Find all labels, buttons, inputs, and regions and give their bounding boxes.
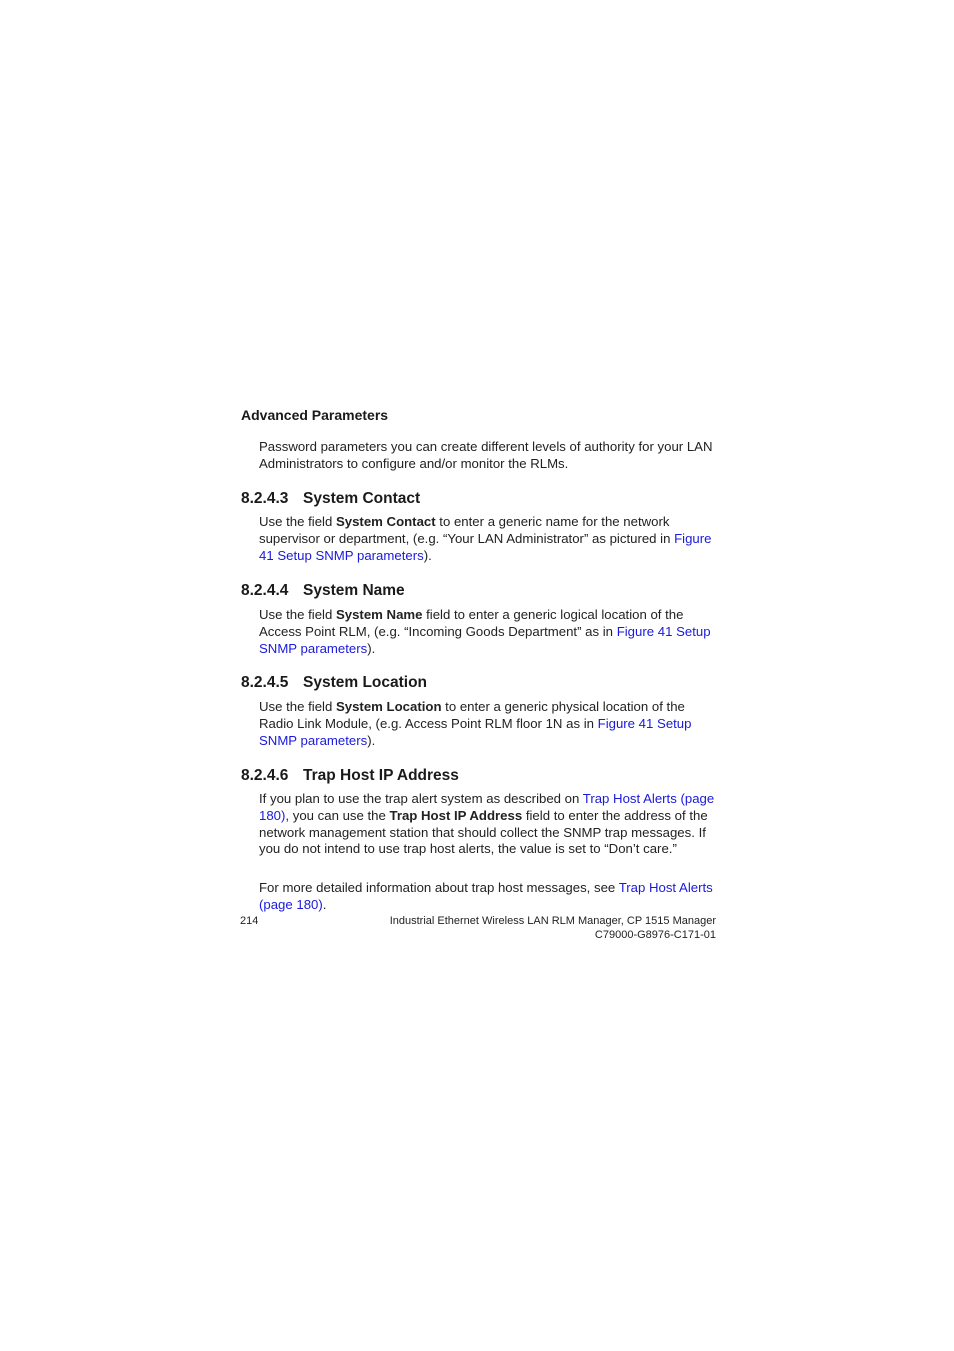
section-number: 8.2.4.4: [241, 582, 289, 599]
section-title: System Contact: [303, 490, 421, 507]
section-heading-system-location: [241, 674, 427, 692]
system-contact-paragraph: [259, 514, 719, 564]
section-number: 8.2.4.3: [241, 490, 289, 507]
section-title: System Location: [303, 674, 428, 691]
field-name: Trap Host IP Address: [389, 807, 523, 823]
figure-41-link[interactable]: Figure 41 Setup SNMP parameters: [259, 623, 711, 656]
text-run: field to enter a generic logical location of the Access Point RLM, (e.g. “Incoming Goods Department” as in: [259, 607, 684, 639]
section-number: 8.2.4.5: [241, 674, 289, 691]
section-number: 8.2.4.6: [241, 767, 289, 784]
system-location-paragraph: [259, 699, 719, 749]
trap-host-alerts-link[interactable]: Trap Host Alerts (page 180): [259, 791, 715, 823]
text-run: Use the field: [259, 699, 336, 714]
field-name: System Location: [335, 699, 442, 714]
section-title: Trap Host IP Address: [303, 767, 459, 784]
text-run: ).: [367, 640, 376, 656]
text-run: .: [322, 896, 327, 912]
field-name: System Contact: [335, 514, 436, 529]
footer-doc-number: C79000-G8976-C171-01: [594, 929, 716, 941]
text-run: field to enter the address of the network management station that should collect the SNMP trap messages. If you do not intend to use trap host alerts, the value is set to “Don’t care.”: [259, 807, 708, 857]
text-run: For more detailed information about trap host messages, see: [259, 880, 619, 895]
field-name: System Name: [335, 607, 423, 622]
text-run: If you plan to use the trap alert system as described on: [259, 791, 583, 806]
trap-host-more-info-paragraph: [259, 880, 719, 914]
advanced-parameters-text: Password parameters you can create different levels of authority for your LAN Administrators to configure and/or monitor the RLMs.: [259, 439, 713, 471]
system-name-paragraph: [259, 607, 719, 657]
text-run: to enter a generic name for the network supervisor or department, (e.g. “Your LAN Administrator” as pictured in: [259, 514, 675, 546]
text-run: to enter a generic physical location of the Radio Link Module, (e.g. Access Point RLM floor 1N as in: [259, 699, 685, 731]
text-run: , you can use the: [285, 807, 390, 823]
text-run: Use the field: [259, 514, 336, 529]
section-heading-trap-host: [241, 767, 459, 785]
text-run: Use the field: [259, 607, 336, 622]
advanced-parameters-heading: Advanced Parameters: [241, 407, 389, 423]
footer-title: Industrial Ethernet Wireless LAN RLM Manager, CP 1515 Manager: [389, 915, 716, 927]
figure-41-link[interactable]: Figure 41 Setup SNMP parameters: [259, 715, 692, 748]
text-run: ).: [423, 547, 432, 563]
section-heading-system-contact: [241, 490, 420, 508]
section-title: System Name: [303, 582, 405, 599]
trap-host-paragraph: [259, 791, 719, 858]
figure-41-link[interactable]: Figure 41 Setup SNMP parameters: [259, 530, 712, 563]
text-run: ).: [367, 732, 376, 748]
page-number: 214: [240, 915, 259, 927]
section-heading-system-name: [241, 582, 405, 600]
trap-host-alerts-link[interactable]: Trap Host Alerts (page 180): [259, 880, 713, 912]
